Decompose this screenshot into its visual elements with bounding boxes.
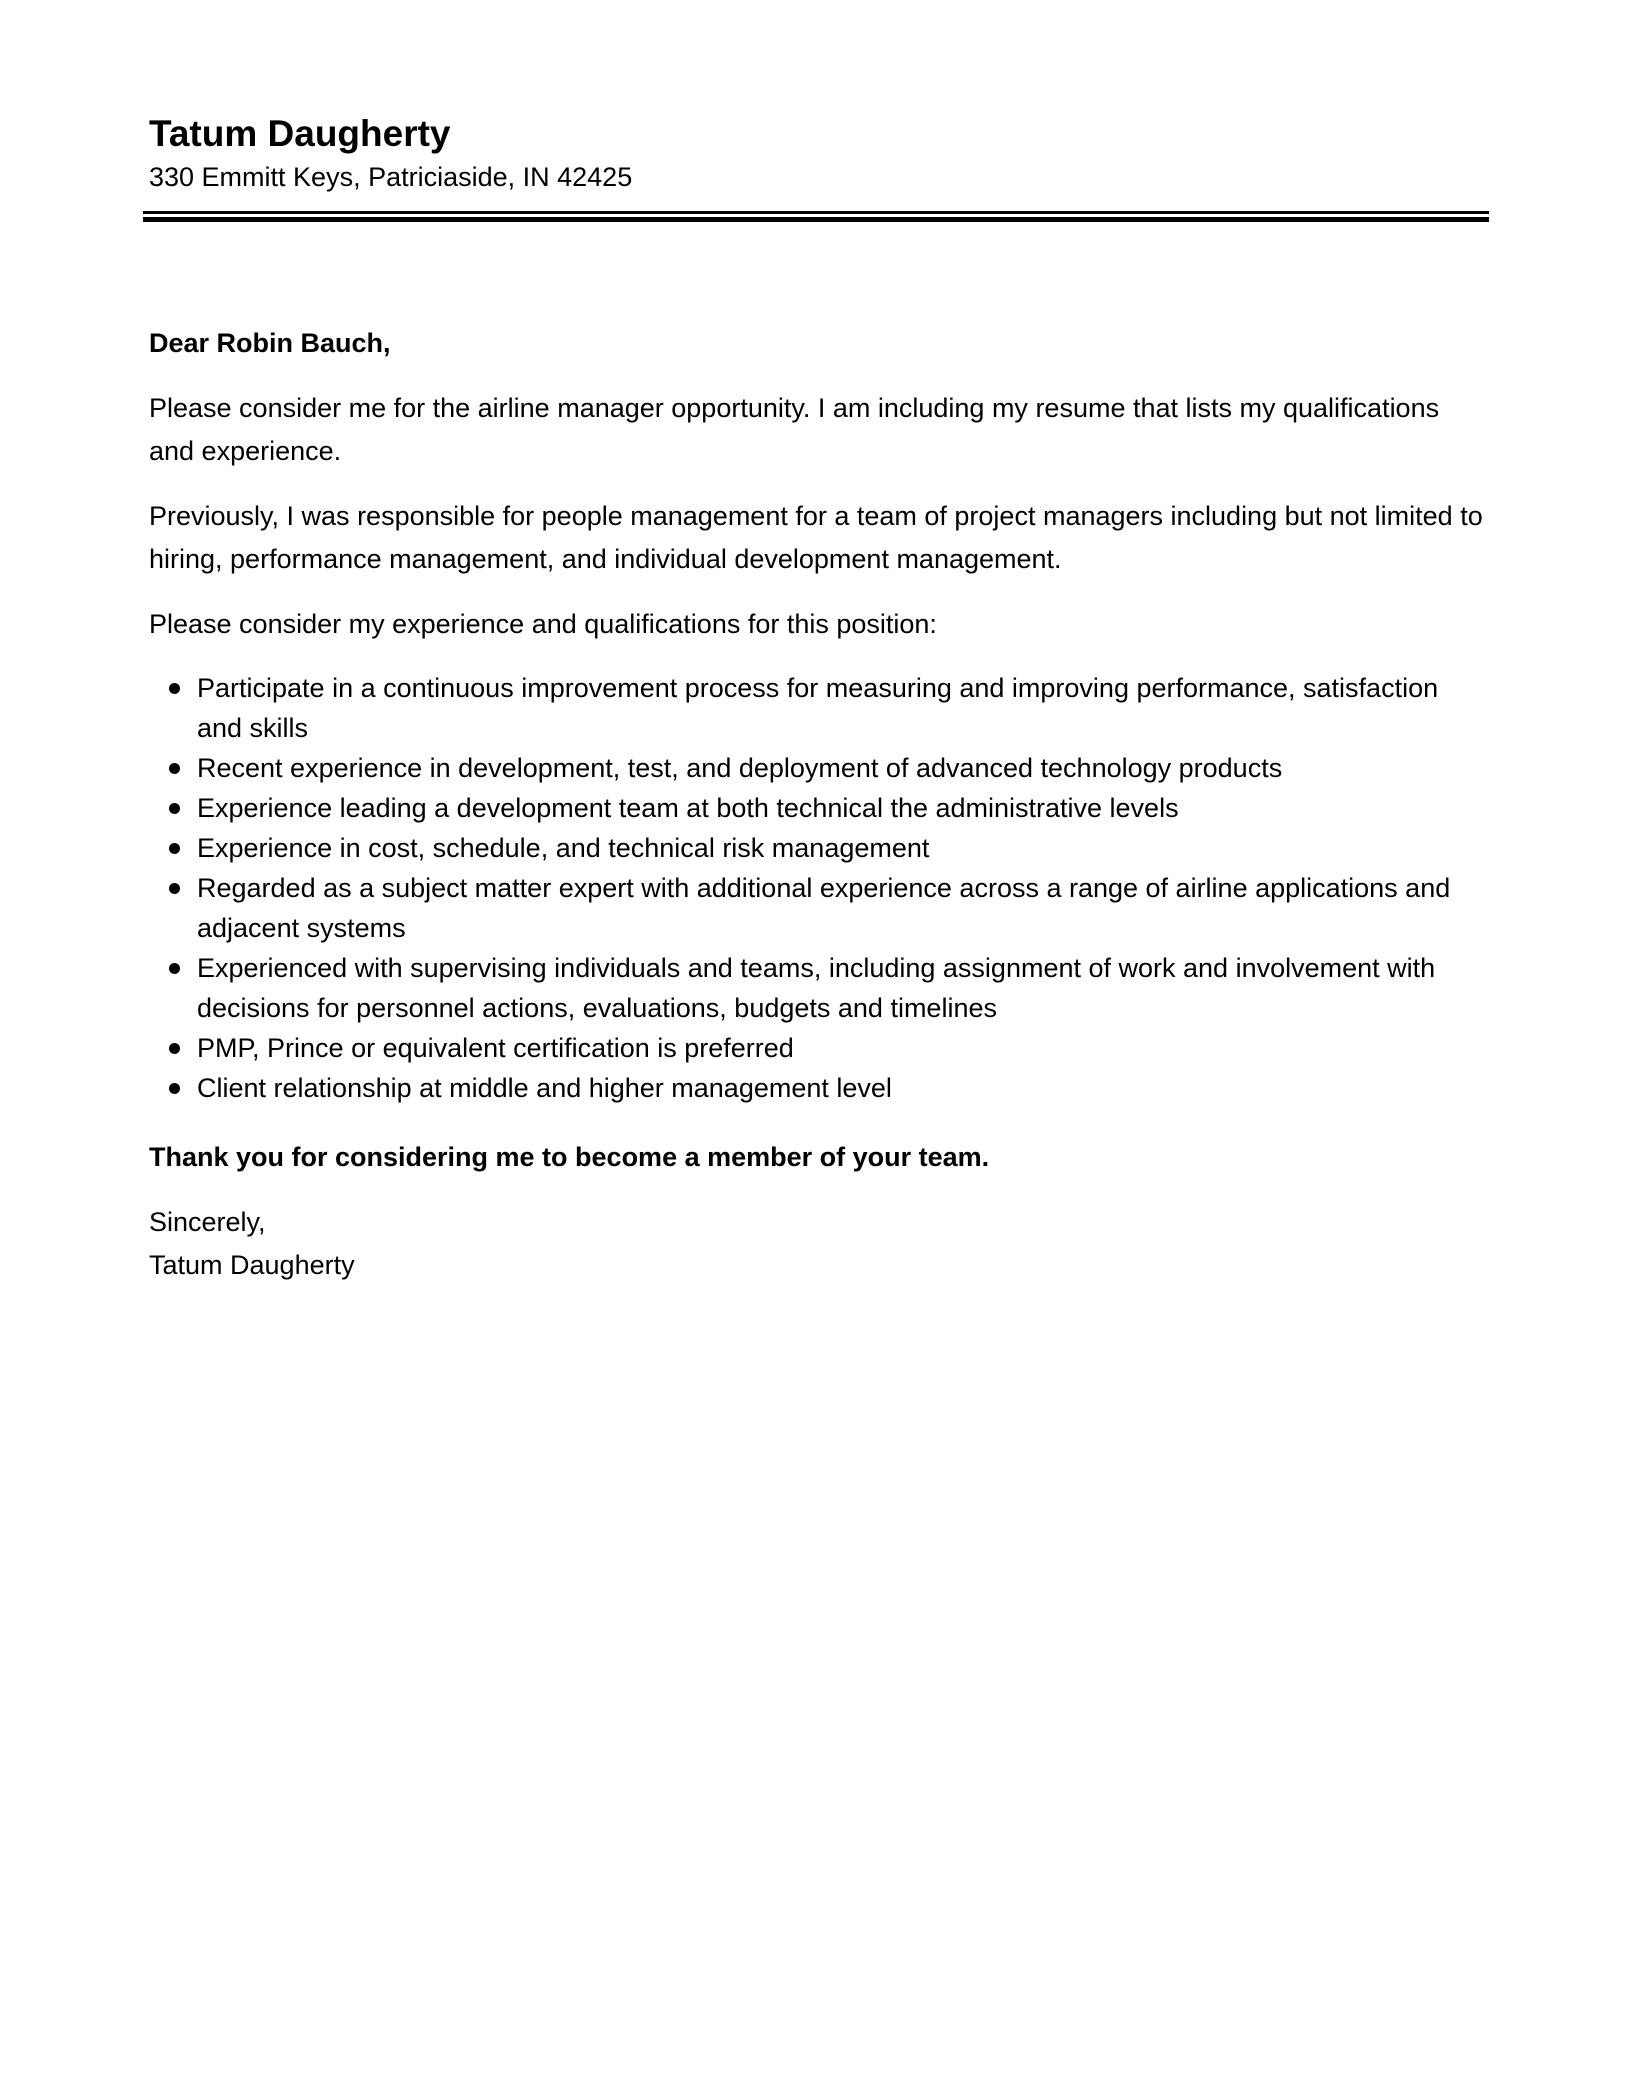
list-item (149, 748, 1489, 788)
signoff: Sincerely, (149, 1207, 266, 1237)
letter-header (149, 112, 1489, 194)
list-item-text: Experienced with supervising individuals and teams, including assignment of work and involvement with decisions for personnel actions, evaluations, budgets and timelines (197, 953, 1436, 1023)
bullet-icon (169, 763, 180, 774)
signature-name: Tatum Daugherty (149, 1250, 355, 1280)
closing-statement: Thank you for considering me to become a member of your team. (149, 1142, 990, 1172)
list-item (149, 1028, 1489, 1068)
list-item-text: Participate in a continuous improvement process for measuring and improving performance, satisfaction and skills (197, 673, 1439, 743)
divider-thick-line (143, 217, 1489, 222)
list-item-text: Client relationship at middle and higher management level (197, 1073, 892, 1103)
bullet-icon (169, 803, 180, 814)
salutation: Dear Robin Bauch, (149, 328, 391, 358)
bullet-icon (169, 1043, 180, 1054)
list-item-text: Experience in cost, schedule, and technical risk management (197, 833, 930, 863)
paragraph-list-intro: Please consider my experience and qualifications for this position: (149, 609, 937, 639)
list-item-text: Regarded as a subject matter expert with additional experience across a range of airline applications and adjacent systems (197, 873, 1451, 943)
list-item-text: Experience leading a development team at both technical the administrative levels (197, 793, 1179, 823)
qualifications-list (149, 668, 1489, 1108)
header-divider (143, 211, 1489, 222)
letter-body (149, 322, 1489, 1287)
bullet-icon (169, 843, 180, 854)
list-item (149, 868, 1489, 948)
list-item (149, 788, 1489, 828)
list-item (149, 1068, 1489, 1108)
bullet-icon (169, 883, 180, 894)
list-item-text: PMP, Prince or equivalent certification is preferred (197, 1033, 794, 1063)
divider-thin-line (143, 211, 1489, 214)
sender-name: Tatum Daugherty (149, 113, 451, 154)
paragraph-previous-role: Previously, I was responsible for people management for a team of project managers including but not limited to hiring, performance management, and individual development management. (149, 501, 1483, 574)
list-item (149, 668, 1489, 748)
list-item-text: Recent experience in development, test, and deployment of advanced technology products (197, 753, 1283, 783)
list-item (149, 948, 1489, 1028)
bullet-icon (169, 1083, 180, 1094)
bullet-icon (169, 963, 180, 974)
paragraph-intro: Please consider me for the airline manager opportunity. I am including my resume that lists my qualifications and experience. (149, 393, 1440, 466)
sender-address: 330 Emmitt Keys, Patriciaside, IN 42425 (149, 162, 633, 192)
list-item (149, 828, 1489, 868)
bullet-icon (169, 683, 180, 694)
